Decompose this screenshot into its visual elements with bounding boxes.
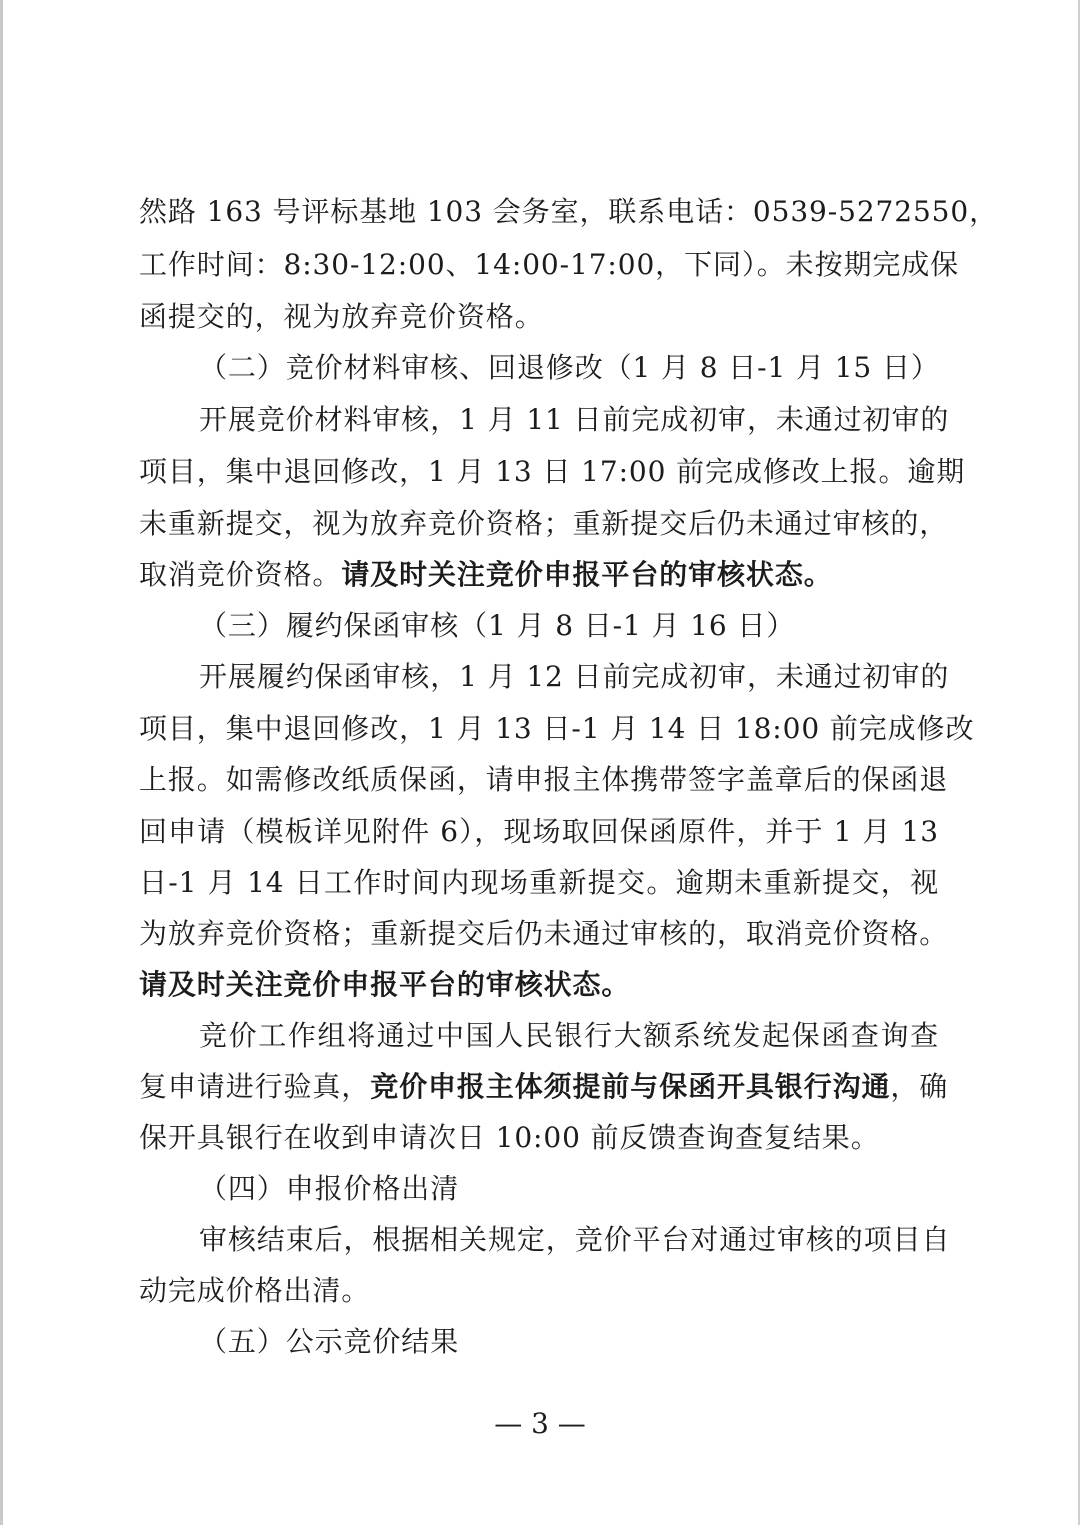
page-number: — 3 — [494,1407,586,1440]
paragraph-line: 竞价工作组将通过中国人民银行大额系统发起保函查询查 [199,1019,939,1052]
paragraph-line: 回申请（模板详见附件 6），现场取回保函原件，并于 1 月 13 [139,815,939,848]
paragraph-line: 开展竞价材料审核，1 月 11 日前完成初审，未通过初审的 [199,403,950,436]
section-heading-3: （三）履约保函审核（1 月 8 日-1 月 16 日） [199,609,796,642]
paragraph-line: 动完成价格出清。 [139,1274,371,1307]
plain-text: ，确 [890,1070,949,1103]
paragraph-line: 工作时间：8:30-12:00、14:00-17:00，下同）。未按期完成保 [139,248,960,281]
emphasis-text: 竞价申报主体须提前与保函开具银行沟通 [370,1070,891,1103]
section-heading-2: （二）竞价材料审核、回退修改（1 月 8 日-1 月 15 日） [199,351,940,384]
paragraph-line: 项目，集中退回修改，1 月 13 日 17:00 前完成修改上报。逾期 [139,455,966,488]
page-left-edge [0,0,3,1525]
paragraph-line [139,549,939,601]
paragraph-line: 上报。如需修改纸质保函，请申报主体携带签字盖章后的保函退 [139,763,949,796]
section-heading-5: （五）公示竞价结果 [199,1325,460,1358]
paragraph-line: 然路 163 号评标基地 103 会务室，联系电话：0539-5272550， [139,195,999,228]
emphasis-text: 请及时关注竞价申报平台的审核状态。 [341,558,833,591]
paragraph-line: 开展履约保函审核，1 月 12 日前完成初审，未通过初审的 [199,660,950,693]
paragraph-line: 项目，集中退回修改，1 月 13 日-1 月 14 日 18:00 前完成修改 [139,712,975,745]
emphasis-text: 请及时关注竞价申报平台的审核状态。 [139,968,631,1001]
paragraph-line [139,1061,949,1113]
plain-text: 取消竞价资格。 [139,558,342,591]
paragraph-line: 为放弃竞价资格；重新提交后仍未通过审核的，取消竞价资格。 [139,917,949,950]
section-heading-4: （四）申报价格出清 [199,1172,460,1205]
paragraph-line: 保开具银行在收到申请次日 10:00 前反馈查询查复结果。 [139,1121,880,1154]
paragraph-line: 未重新提交，视为放弃竞价资格；重新提交后仍未通过审核的， [139,507,949,540]
paragraph-line: 日-1 月 14 日工作时间内现场重新提交。逾期未重新提交，视 [139,866,939,899]
plain-text: 复申请进行验真， [139,1070,371,1103]
paragraph-line: 审核结束后，根据相关规定，竞价平台对通过审核的项目自 [199,1223,951,1256]
paragraph-line: 函提交的，视为放弃竞价资格。 [139,300,544,333]
